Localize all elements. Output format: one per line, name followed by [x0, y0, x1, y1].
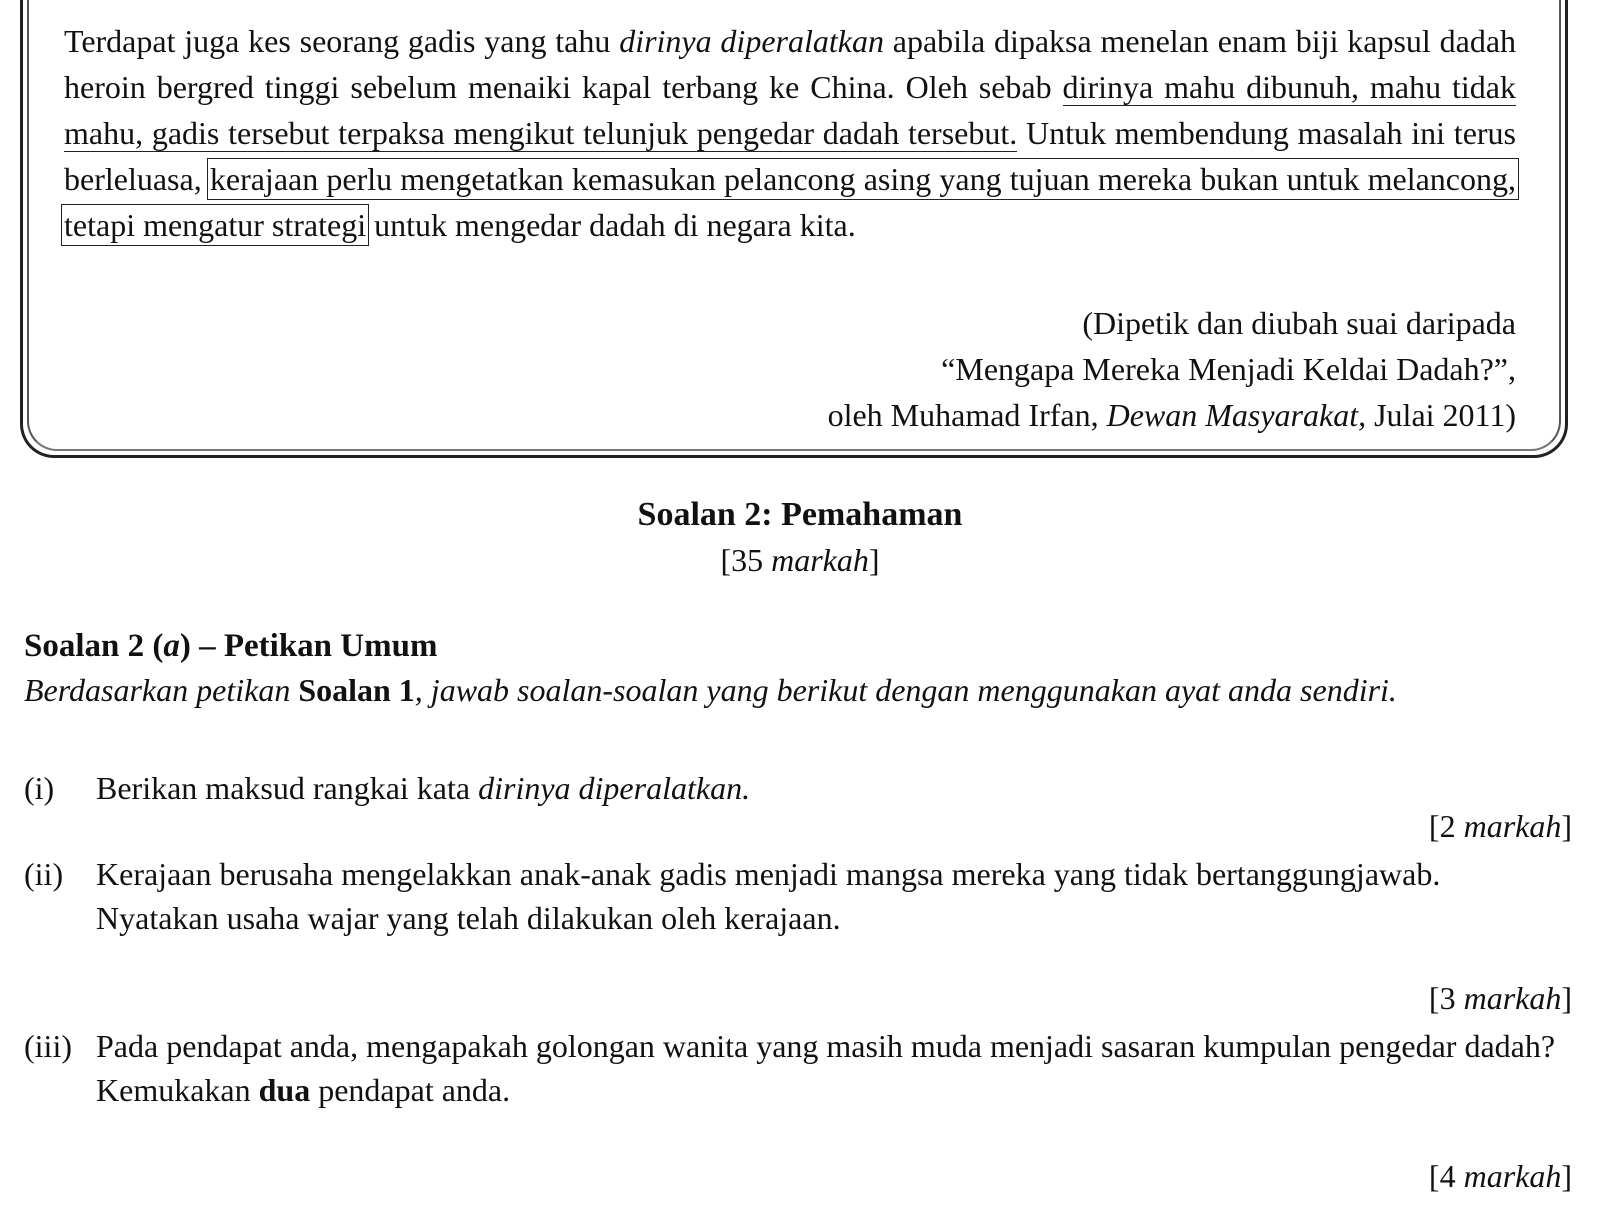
passage-italic-phrase: dirinya diperalatkan [619, 23, 884, 59]
question-i [24, 766, 1572, 846]
question-number: (iii) [24, 1028, 72, 1064]
passage-boxed-phrase: kerajaan perlu mengetatkan kemasukan pelancong asing yang tujuan mereka bukan untuk melancong, tetapi mengatur strategi [64, 161, 1516, 243]
passage-text-start: Terdapat juga kes seorang gadis yang tahu [64, 23, 620, 59]
question-title: Soalan 2: Pemahaman [637, 496, 963, 533]
passage-text-continued: apabila dipaksa menelan enam biji kapsul dadah heroin bergred tinggi sebelum menaiki kapal terbang ke China. Oleh sebab [64, 23, 1517, 105]
question-marks: [4 markah] [1428, 1158, 1572, 1194]
passage-text-mid: Untuk membendung masalah ini terus berleluasa, [64, 115, 1517, 197]
passage-paragraph [64, 18, 1516, 248]
question-number: (i) [24, 770, 55, 806]
passage-text-end: untuk mengedar dadah di negara kita. [366, 207, 856, 243]
passage-source [828, 300, 1516, 438]
passage-underlined-phrase: dirinya mahu dibunuh, mahu tidak mahu, gadis tersebut terpaksa mengikut telunjuk pengedar dadah tersebut. [64, 69, 1516, 151]
question-text: Pada pendapat anda, mengapakah golongan wanita yang masih muda menjadi sasaran kumpulan pengedar dadah? Kemukakan dua pendapat anda. [96, 1028, 1556, 1108]
section-title: Soalan 2 (a) – Petikan Umum [24, 628, 438, 664]
question-number: (ii) [24, 856, 64, 892]
source-line-1: (Dipetik dan diubah suai daripada [1082, 305, 1516, 341]
section-instruction: Berdasarkan petikan Soalan 1, jawab soalan-soalan yang berikut dengan menggunakan ayat anda sendiri. [24, 672, 1397, 708]
total-marks: [35 markah] [720, 542, 880, 578]
question-marks: [2 markah] [1428, 808, 1572, 844]
source-line-3: oleh Muhamad Irfan, Dewan Masyarakat, Julai 2011) [827, 397, 1516, 433]
source-line-2: “Mengapa Mereka Menjadi Keldai Dadah?”, [941, 351, 1516, 387]
source-publication: Dewan Masyarakat, [1106, 397, 1367, 433]
question-text: Kerajaan berusaha mengelakkan anak-anak gadis menjadi mangsa mereka yang tidak bertanggungjawab. Nyatakan usaha wajar yang telah dilakukan oleh kerajaan. [96, 856, 1441, 936]
question-marks: [3 markah] [1428, 980, 1572, 1016]
question-ii [24, 852, 1572, 1022]
question-iii [24, 1024, 1572, 1214]
question-text: Berikan maksud rangkai kata dirinya diperalatkan. [96, 770, 751, 806]
